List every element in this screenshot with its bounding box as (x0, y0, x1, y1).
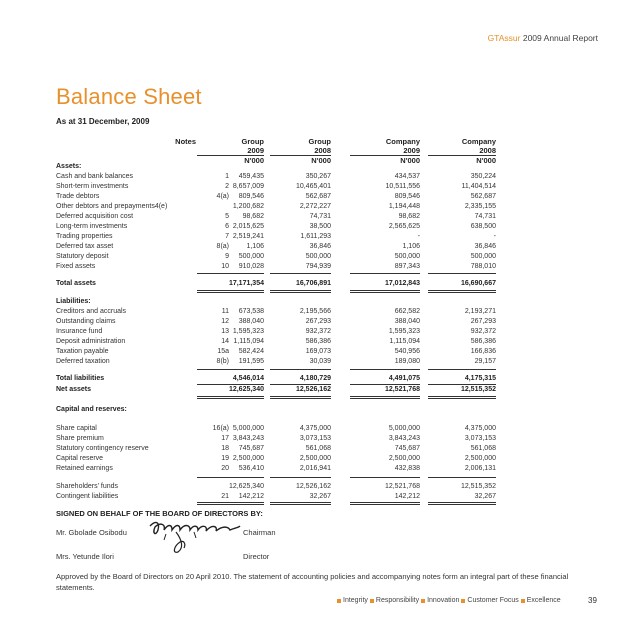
company-2009-cell: 540,956 (394, 348, 420, 355)
header-line: Group (241, 137, 264, 146)
company-2009-cell: 17,012,843 (384, 280, 420, 287)
company-2009-cell: 432,838 (394, 465, 420, 472)
group-2008-cell: 932,372 (305, 328, 331, 335)
company-2008-cell: - (493, 233, 496, 240)
company-2009-cell: 434,537 (394, 173, 420, 180)
group-2008-cell: 586,386 (305, 338, 331, 345)
table-rule (350, 396, 420, 397)
header-line: Company (385, 137, 420, 146)
table-row (56, 327, 496, 337)
group-2009-cell: 8,657,009 (232, 183, 264, 190)
unit-label: N'000 (400, 156, 420, 165)
table-row (56, 374, 496, 384)
group-2008-cell: 2,195,566 (299, 308, 331, 315)
row-label: Statutory contingency reserve (56, 445, 149, 452)
row-label: Contingent liabilities (56, 493, 119, 500)
table-row (56, 454, 496, 464)
group-2009-cell: 5,000,000 (232, 425, 264, 432)
table-row (56, 434, 496, 444)
company-2008-cell: 4,175,315 (464, 375, 496, 382)
group-2008-cell: 2,272,227 (299, 203, 331, 210)
table-row (56, 242, 496, 252)
company-2009-cell: 4,491,075 (388, 375, 420, 382)
group-2009-cell: 500,000 (238, 253, 264, 260)
unit-label: N'000 (476, 156, 496, 165)
group-2008-cell: 2,016,941 (299, 465, 331, 472)
company-2009-header (348, 137, 420, 155)
table-rule (197, 504, 264, 505)
group-2008-cell: 3,073,153 (299, 435, 331, 442)
group-2008-cell: 267,293 (305, 318, 331, 325)
note-cell: 18 (221, 445, 229, 452)
table-rule (270, 504, 331, 505)
row-label: Deposit administration (56, 338, 126, 345)
group-2009-cell: 910,028 (238, 263, 264, 270)
group-2009-cell: 1,595,323 (232, 328, 264, 335)
table-rule (428, 396, 496, 397)
table-row (56, 492, 496, 502)
note-cell: 13 (221, 328, 229, 335)
group-2009-cell: 98,682 (242, 213, 264, 220)
company-2008-cell: 932,372 (470, 328, 496, 335)
company-2008-cell: 11,404,514 (461, 183, 496, 190)
table-row (56, 464, 496, 474)
signature-image (146, 518, 242, 554)
table-rule (428, 504, 496, 505)
assets-heading (56, 162, 456, 172)
table-rule (350, 290, 420, 291)
header-line: Group (308, 137, 331, 146)
table-rule (197, 477, 264, 478)
group-2008-cell: 562,687 (305, 193, 331, 200)
director-name: Mrs. Yetunde Ilori (56, 552, 114, 561)
bullet-square-icon (370, 599, 374, 603)
row-label: Short-term investments (56, 183, 129, 190)
row-label: Share capital (56, 425, 97, 432)
company-2009-cell: 809,546 (394, 193, 420, 200)
company-2008-cell: 2,006,131 (464, 465, 496, 472)
group-2008-cell: 4,375,000 (299, 425, 331, 432)
note-cell: 21 (221, 493, 229, 500)
company-2008-cell: 562,687 (470, 193, 496, 200)
chairman-name: Mr. Gbolade Osibodu (56, 528, 127, 537)
chairman-role: Chairman (243, 528, 276, 537)
page-title: Balance Sheet (56, 84, 202, 109)
group-2009-cell: 191,595 (238, 358, 264, 365)
table-row (56, 202, 496, 212)
group-2008-cell: 32,267 (309, 493, 331, 500)
table-rule (197, 290, 264, 291)
header-line: 2008 (479, 146, 496, 155)
group-2008-cell: 1,611,293 (300, 233, 331, 240)
table-rule (197, 398, 264, 399)
company-2009-cell: 500,000 (394, 253, 420, 260)
note-cell: 16(a) (212, 425, 229, 432)
row-label: Long-term investments (56, 223, 128, 230)
note-cell: 10 (221, 263, 229, 270)
company-2008-cell: 16,690,667 (460, 280, 496, 287)
company-2008-cell: 4,375,000 (464, 425, 496, 432)
table-row (56, 279, 496, 289)
table-row (56, 192, 496, 202)
company-2008-cell: 2,335,155 (464, 203, 496, 210)
group-2008-cell: 4,180,729 (299, 375, 331, 382)
section-label: Liabilities: (56, 298, 91, 305)
table-row (56, 172, 496, 182)
table-row (56, 357, 496, 367)
brand-name: GTAssur (487, 33, 521, 43)
table-row (56, 222, 496, 232)
company-2009-cell: 12,521,768 (384, 386, 420, 393)
row-label: Deferred acquisition cost (56, 213, 134, 220)
table-rule (197, 369, 264, 370)
note-cell: 8(b) (216, 358, 229, 365)
company-2009-cell: 142,212 (394, 493, 420, 500)
company-2009-cell: 1,106 (402, 243, 420, 250)
table-rule (350, 369, 420, 370)
group-2009-cell: 2,015,625 (232, 223, 264, 230)
group-2009-cell: 388,040 (238, 318, 264, 325)
group-2009-cell: 142,212 (238, 493, 264, 500)
company-2008-cell: 500,000 (470, 253, 496, 260)
group-2009-cell: 582,424 (238, 348, 264, 355)
table-rule (428, 502, 496, 503)
company-2008-cell: 32,267 (474, 493, 496, 500)
group-2008-cell: 36,846 (309, 243, 331, 250)
core-value: Excellence (526, 597, 561, 604)
company-2008-cell: 561,068 (470, 445, 496, 452)
group-2009-header (191, 137, 264, 155)
note-cell: 6 (225, 223, 229, 230)
company-2008-cell: 29,157 (474, 358, 496, 365)
table-row (56, 385, 496, 395)
core-value: Integrity (343, 597, 368, 604)
row-label: Shareholders' funds (56, 483, 119, 490)
unit-label: N'000 (244, 156, 264, 165)
group-2008-cell: 794,939 (305, 263, 331, 270)
company-2009-cell: 745,687 (394, 445, 420, 452)
row-label: Retained earnings (56, 465, 113, 472)
row-label: Statutory deposit (56, 253, 109, 260)
header-line: Company (461, 137, 496, 146)
company-2009-cell: 1,595,323 (388, 328, 420, 335)
page-number: 39 (588, 596, 597, 605)
table-rule (270, 273, 331, 274)
table-rule (270, 502, 331, 503)
row-label: Creditors and accruals (56, 308, 127, 315)
note-cell: 8(a) (216, 243, 229, 250)
group-2008-cell: 561,068 (305, 445, 331, 452)
row-label: Share premium (56, 435, 104, 442)
table-row (56, 262, 496, 272)
company-2009-cell: 12,521,768 (384, 483, 420, 490)
group-2008-header (262, 137, 331, 155)
group-2008-cell: 16,706,891 (295, 280, 331, 287)
row-label: Net assets (56, 386, 92, 393)
row-label: Outstanding claims (56, 318, 116, 325)
company-2008-cell: 638,500 (470, 223, 496, 230)
table-rule (350, 502, 420, 503)
bullet-square-icon (421, 599, 425, 603)
company-2008-cell: 12,515,352 (460, 483, 496, 490)
table-rule (428, 369, 496, 370)
company-2009-cell: 3,843,243 (388, 435, 420, 442)
table-row (56, 182, 496, 192)
note-cell: 9 (225, 253, 229, 260)
note-cell: 2 (225, 183, 229, 190)
company-2009-cell: 388,040 (394, 318, 420, 325)
note-cell: 19 (221, 455, 229, 462)
table-rule (350, 477, 420, 478)
signing-heading: SIGNED ON BEHALF OF THE BOARD OF DIRECTORS BY: (56, 509, 263, 518)
note-cell: 17 (221, 435, 229, 442)
table-rule (350, 273, 420, 274)
company-2009-cell: 2,500,000 (388, 455, 420, 462)
table-rule (270, 477, 331, 478)
report-name: 2009 Annual Report (522, 33, 598, 43)
note-cell: 1 (225, 173, 229, 180)
group-2008-cell: 12,526,162 (295, 483, 331, 490)
table-rule (270, 396, 331, 397)
group-2009-cell: 459,435 (238, 173, 264, 180)
page-subtitle: As at 31 December, 2009 (56, 117, 150, 126)
group-2008-cell: 10,465,401 (295, 183, 331, 190)
table-rule (197, 292, 264, 293)
report-header (488, 33, 598, 43)
row-label: Deferred taxation (56, 358, 110, 365)
table-rule (197, 273, 264, 274)
company-2008-cell: 2,193,271 (464, 308, 496, 315)
row-label: Other debtors and prepayments4(e) (56, 203, 168, 210)
group-2009-cell: 2,519,241 (232, 233, 264, 240)
company-2008-cell: 3,073,153 (464, 435, 496, 442)
header-line: 2008 (314, 146, 331, 155)
bullet-square-icon (337, 599, 341, 603)
table-rule (428, 398, 496, 399)
company-2009-cell: 1,115,094 (389, 338, 420, 345)
group-2009-cell: 12,625,340 (228, 386, 264, 393)
company-2008-cell: 12,515,352 (460, 386, 496, 393)
table-row (56, 317, 496, 327)
table-rule (270, 398, 331, 399)
company-2008-cell: 36,846 (474, 243, 496, 250)
group-2009-cell: 12,625,340 (228, 483, 264, 490)
table-row (56, 347, 496, 357)
table-row (56, 444, 496, 454)
section-label: Assets: (56, 163, 82, 170)
company-2008-cell: 267,293 (470, 318, 496, 325)
company-2009-cell: 189,080 (394, 358, 420, 365)
table-rule (197, 502, 264, 503)
group-2009-cell: 4,546,014 (232, 375, 264, 382)
group-2009-cell: 1,106 (246, 243, 264, 250)
table-row (56, 424, 496, 434)
bullet-square-icon (521, 599, 525, 603)
liabilities-heading (56, 297, 456, 307)
group-2008-cell: 350,267 (305, 173, 331, 180)
table-rule (270, 292, 331, 293)
capital-heading (56, 405, 456, 415)
group-2009-cell: 536,410 (238, 465, 264, 472)
approval-note: Approved by the Board of Directors on 20 April 2010. The statement of accounting policies and accompanying notes form an integral part of these financial statements. (56, 572, 569, 592)
company-2008-cell: 586,386 (470, 338, 496, 345)
note-cell: 20 (221, 465, 229, 472)
table-row (56, 307, 496, 317)
table-rule (428, 292, 496, 293)
row-label: Insurance fund (56, 328, 103, 335)
group-2009-cell: 1,115,094 (233, 338, 264, 345)
notes-header: Notes (175, 137, 196, 146)
note-cell: 12 (221, 318, 229, 325)
row-label: Total assets (56, 280, 96, 287)
row-label: Fixed assets (56, 263, 96, 270)
company-2009-cell: 897,343 (394, 263, 420, 270)
table-row (56, 337, 496, 347)
header-line: 2009 (403, 146, 420, 155)
company-2008-header (426, 137, 496, 155)
row-label: Cash and bank balances (56, 173, 134, 180)
group-2009-cell: 1,200,682 (232, 203, 264, 210)
company-2009-cell: 662,582 (394, 308, 420, 315)
core-value: Innovation (427, 597, 460, 604)
group-2009-cell: 17,171,354 (228, 280, 264, 287)
header-line: 2009 (247, 146, 264, 155)
table-rule (428, 290, 496, 291)
group-2009-cell: 3,843,243 (232, 435, 264, 442)
group-2008-cell: 38,500 (309, 223, 331, 230)
company-2008-cell: 74,731 (474, 213, 496, 220)
group-2008-cell: 169,073 (305, 348, 331, 355)
bullet-square-icon (461, 599, 465, 603)
row-label: Taxation payable (56, 348, 109, 355)
company-2008-cell: 350,224 (470, 173, 496, 180)
group-2009-cell: 809,546 (238, 193, 264, 200)
company-2008-cell: 166,836 (470, 348, 496, 355)
core-value: Customer Focus (467, 597, 519, 604)
company-2008-cell: 788,010 (470, 263, 496, 270)
row-label: Deferred tax asset (56, 243, 114, 250)
note-cell: 7 (225, 233, 229, 240)
group-2008-cell: 2,500,000 (299, 455, 331, 462)
company-2009-cell: 5,000,000 (388, 425, 420, 432)
table-rule (270, 290, 331, 291)
note-cell: 15a (217, 348, 229, 355)
table-rule (270, 369, 331, 370)
director-role: Director (243, 552, 270, 561)
table-rule (350, 504, 420, 505)
group-2009-cell: 2,500,000 (232, 455, 264, 462)
row-label: Capital reserve (56, 455, 104, 462)
row-label: Trade debtors (56, 193, 100, 200)
group-2008-cell: 500,000 (305, 253, 331, 260)
table-row (56, 212, 496, 222)
table-row (56, 232, 496, 242)
table-row (56, 252, 496, 262)
note-cell: 11 (221, 308, 229, 315)
company-2009-cell: 1,194,448 (388, 203, 420, 210)
group-2009-cell: 745,687 (238, 445, 264, 452)
company-2009-cell: - (417, 233, 420, 240)
table-rule (350, 292, 420, 293)
section-label: Capital and reserves: (56, 406, 127, 413)
note-cell: 4(a) (216, 193, 229, 200)
group-2008-cell: 74,731 (309, 213, 331, 220)
core-value: Responsibility (375, 597, 420, 604)
table-rule (428, 273, 496, 274)
row-label: Trading properties (56, 233, 113, 240)
company-2008-cell: 2,500,000 (464, 455, 496, 462)
row-label: Total liabilities (56, 375, 105, 382)
group-2009-cell: 673,538 (238, 308, 264, 315)
note-cell: 5 (225, 213, 229, 220)
table-rule (428, 477, 496, 478)
table-rule (197, 396, 264, 397)
note-cell: 14 (221, 338, 229, 345)
table-row (56, 482, 496, 492)
group-2008-cell: 30,039 (309, 358, 331, 365)
table-rule (350, 398, 420, 399)
company-2009-cell: 98,682 (398, 213, 420, 220)
company-2009-cell: 10,511,556 (385, 183, 420, 190)
group-2008-cell: 12,526,162 (295, 386, 331, 393)
unit-label: N'000 (311, 156, 331, 165)
company-2009-cell: 2,565,625 (388, 223, 420, 230)
core-values-footer (337, 597, 563, 604)
